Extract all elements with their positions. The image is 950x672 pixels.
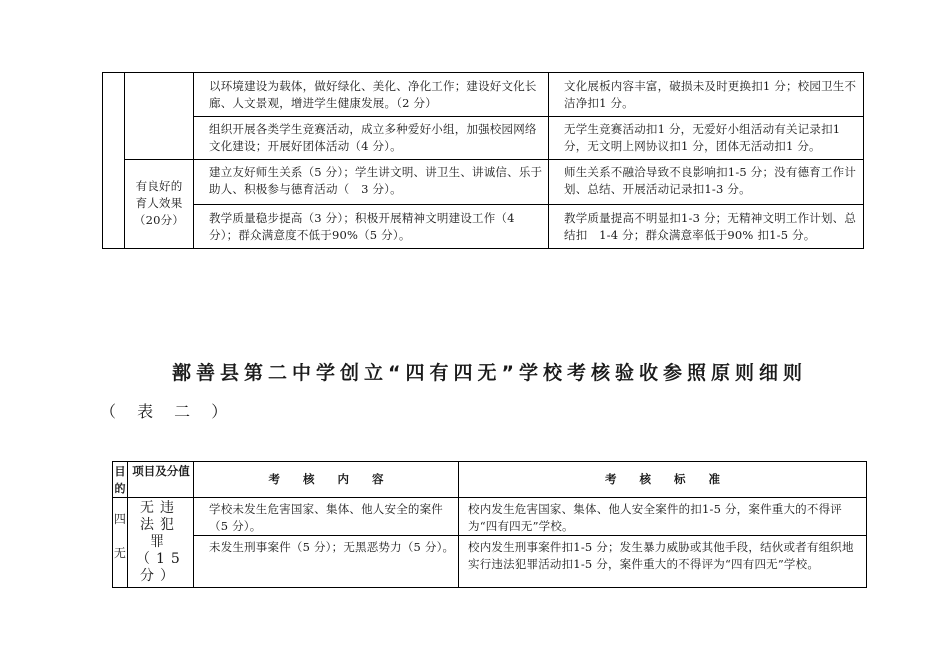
header-goal: 目的 xyxy=(114,465,126,495)
table1-bottom-border xyxy=(102,248,864,249)
standard-cell: 文化展板内容丰富，破损未及时更换扣1 分；校园卫生不洁净扣1 分。 xyxy=(564,79,857,110)
standard-cell: 无学生竞赛活动扣1 分，无爱好小组活动有关记录扣1 分，无文明上网协议扣1 分，团体无活动扣1 分。 xyxy=(564,122,841,153)
table1-row-divider xyxy=(124,159,864,160)
table-subtitle: （ 表 二 ） xyxy=(100,402,236,421)
table1-border xyxy=(102,72,103,249)
table1-top-border xyxy=(102,72,864,73)
table2-bottom-border xyxy=(112,587,867,588)
table2-border xyxy=(127,461,128,588)
standard-cell: 校内发生刑事案件扣1-5 分；发生暴力威胁或其他手段，结伙或者有组织地实行违法犯罪活动扣1-5 分，案件重大的不得评为“四有四无”学校。 xyxy=(468,540,854,571)
content-cell: 以环境建设为载体，做好绿化、美化、净化工作；建设好文化长廊、人文景观，增进学生健康发展。（2 分） xyxy=(209,79,537,110)
category-cell: 有良好的育人效果（20分） xyxy=(133,179,185,227)
table1-border xyxy=(548,72,549,249)
table1-row-divider xyxy=(193,116,864,117)
content-cell: 组织开展各类学生竞赛活动，成立多种爱好小组，加强校园网络文化建设；开展好团体活动（4 分）。 xyxy=(209,122,537,153)
table1-row-divider xyxy=(193,204,864,205)
content-cell: 教学质量稳步提高（3 分）；积极开展精神文明建设工作（4 分）；群众满意度不低于90%（5 分）。 xyxy=(209,211,515,242)
goal-cell: 四无 xyxy=(113,512,127,560)
table1-border xyxy=(124,72,125,249)
standard-cell: 教学质量提高不明显扣1-3 分；无精神文明工作计划、总结扣 1-4 分；群众满意率低于90% 扣1-5 分。 xyxy=(564,211,857,242)
table2-top-border xyxy=(112,461,867,462)
standard-cell: 校内发生危害国家、集体、他人安全案件的扣1-5 分，案件重大的不得评为“四有四无”学校。 xyxy=(468,502,842,533)
header-standard: 考 核 标 准 xyxy=(605,472,720,486)
content-cell: 未发生刑事案件（5 分）；无黑恶势力（5 分）。 xyxy=(209,540,455,554)
table1-border xyxy=(193,72,194,249)
table1-border xyxy=(863,72,864,249)
table2-header-divider xyxy=(112,497,867,498)
content-cell: 建立友好师生关系（5 分）；学生讲文明、讲卫生、讲诚信、乐于助人、积极参与德育活动（ 3 分）。 xyxy=(209,165,543,196)
header-item: 项目及分值 xyxy=(132,464,190,478)
content-cell: 学校未发生危害国家、集体、他人安全的案件（5 分）。 xyxy=(209,502,443,533)
header-content: 考 核 内 容 xyxy=(268,472,384,486)
item-cell: 无违法犯罪（15分） xyxy=(136,500,186,584)
table2-border xyxy=(866,461,867,588)
table2-row-divider xyxy=(193,535,867,536)
standard-cell: 师生关系不融洽导致不良影响扣1-5 分；没有德育工作计划、总结、开展活动记录扣1-3 分。 xyxy=(564,165,857,196)
document-title: 鄯善县第二中学创立“四有四无”学校考核验收参照原则细则 xyxy=(172,362,807,384)
